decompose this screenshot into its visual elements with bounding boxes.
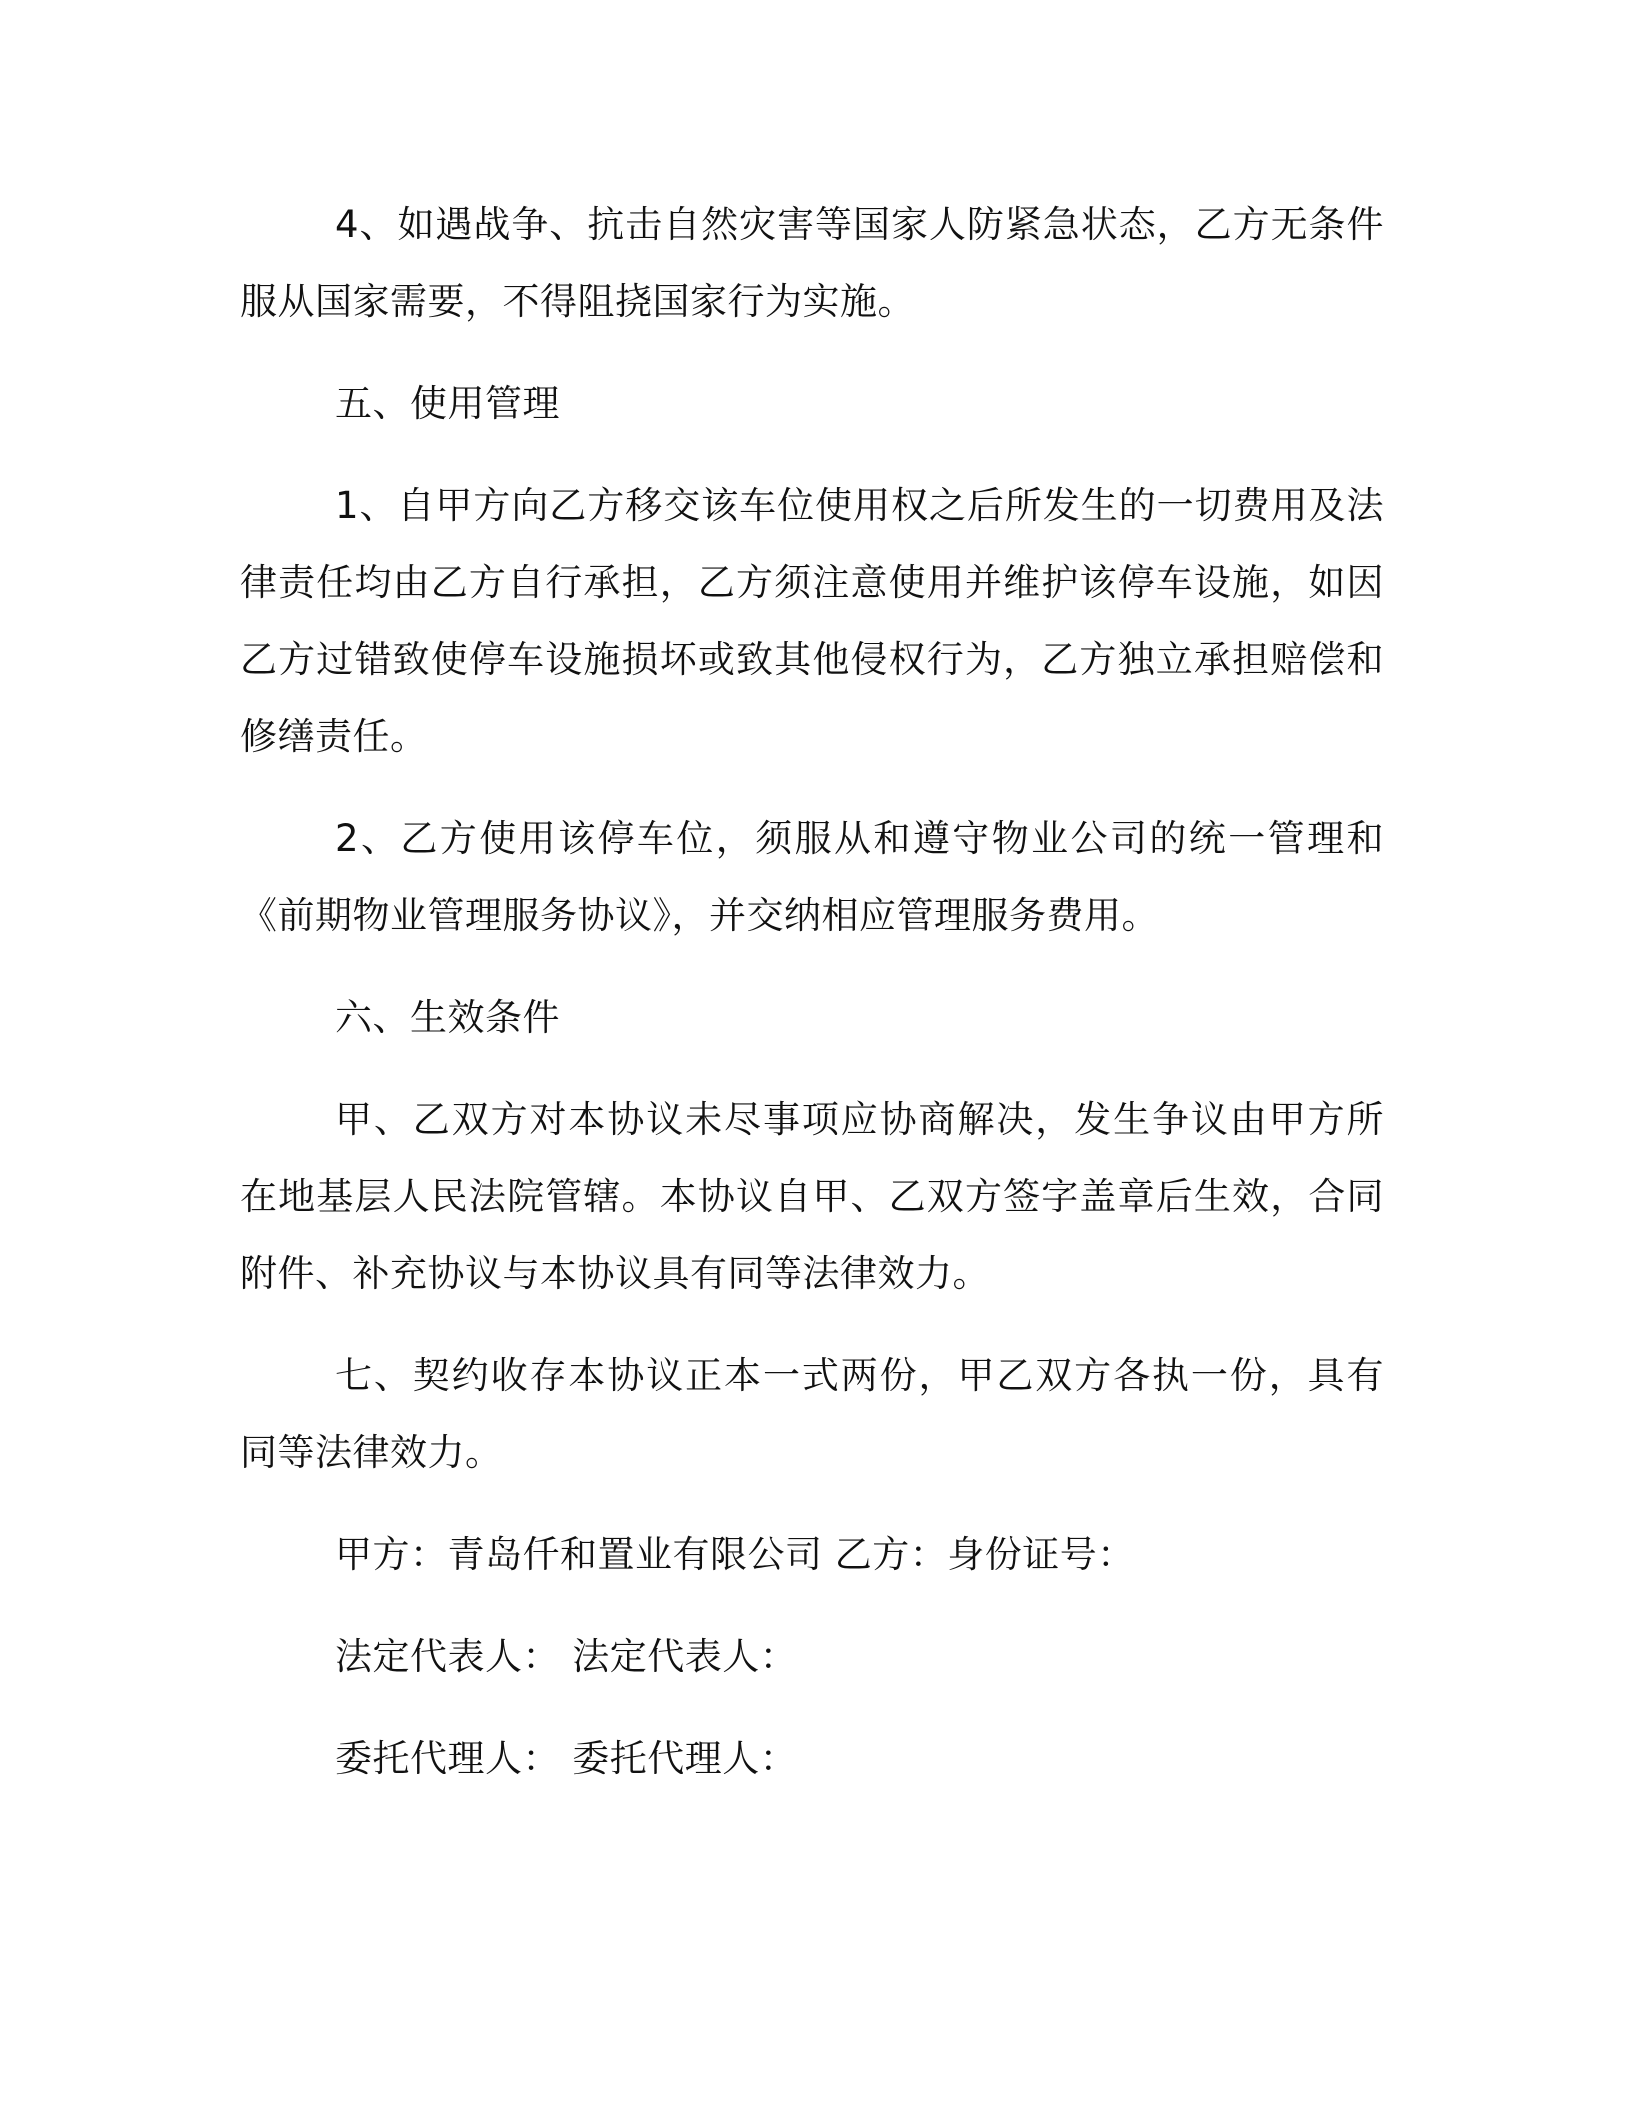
- authorized-agent-line: 委托代理人： 委托代理人：: [335, 1737, 798, 1780]
- section-6-heading: 六、生效条件: [335, 996, 560, 1039]
- clause-4-paragraph: 4、如遇战争、抗击自然灾害等国家人防紧急状态，乙方无条件服从国家需要，不得阻挠国家行为实施。: [240, 203, 1384, 323]
- section-7-paragraph: 七、契约收存本协议正本一式两份，甲乙双方各执一份，具有同等法律效力。: [240, 1354, 1384, 1474]
- clause-5-1-paragraph: 1、自甲方向乙方移交该车位使用权之后所发生的一切费用及法律责任均由乙方自行承担，乙方须注意使用并维护该停车设施，如因乙方过错致使停车设施损坏或致其他侵权行为，乙方独立承担赔偿和修缮责任。: [240, 484, 1384, 758]
- legal-representative-line: 法定代表人： 法定代表人：: [335, 1635, 798, 1678]
- parties-signature-line: 甲方：青岛仟和置业有限公司 乙方：身份证号：: [335, 1533, 1135, 1576]
- section-5-heading: 五、使用管理: [335, 382, 560, 425]
- document-body: [240, 186, 1384, 1822]
- clause-5-2-paragraph: 2、乙方使用该停车位，须服从和遵守物业公司的统一管理和《前期物业管理服务协议》，并交纳相应管理服务费用。: [240, 817, 1384, 937]
- clause-6-paragraph: 甲、乙双方对本协议未尽事项应协商解决，发生争议由甲方所在地基层人民法院管辖。本协议自甲、乙双方签字盖章后生效，合同附件、补充协议与本协议具有同等法律效力。: [240, 1098, 1384, 1295]
